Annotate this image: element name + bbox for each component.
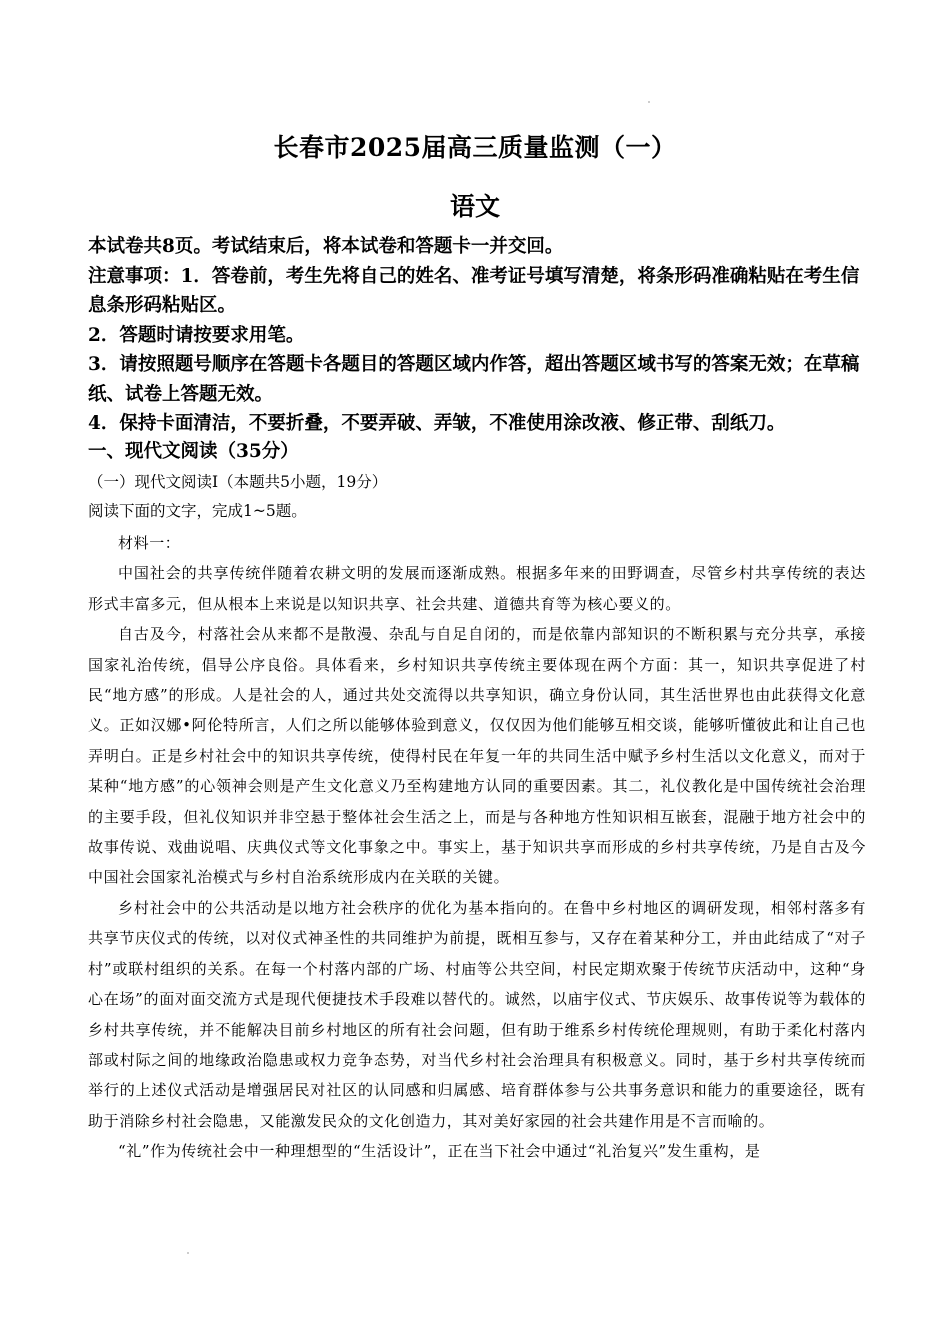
note-item: 3．请按照题号顺序在答题卡各题目的答题区域内作答，超出答题区域书写的答案无效；在草稿纸、试卷上答题无效。 xyxy=(88,354,860,405)
note-item: 4．保持卡面清洁，不要折叠，不要弄破、弄皱，不准使用涂改液、修正带、刮纸刀。 xyxy=(88,413,786,434)
sub-section-heading: （一）现代文阅读Ⅰ（本题共5小题，19分） xyxy=(88,473,388,491)
material-paragraph: 自古及今，村落社会从来都不是散漫、杂乱与自足自闭的，而是依靠内部知识的不断积累与充分共享，承接国家礼治传统，倡导公序良俗。具体看来，乡村知识共享传统主要体现在两个方面：其一，知识共享促进了村民“地方感”的形成。人是社会的人，通过共处交流得以共享知识，确立身份认同，其生活世界也由此获得文化意义。正如汉娜•阿伦特所言，人们之所以能够体验到意义，仅仅因为他们能够互相交谈，能够听懂彼此和让自己也弄明白。正是乡村社会中的知识共享传统，使得村民在年复一年的共同生活中赋予乡村生活以文化意义，而对于某种“地方感”的心领神会则是产生文化意义乃至构建地方认同的重要因素。其二，礼仪教化是中国传统社会治理的主要手段，但礼仪知识并非空悬于整体社会生活之上，而是与各种地方性知识相互嵌套，混融于地方社会中的故事传说、戏曲说唱、庆典仪式等文化事象之中。事实上，基于知识共享而形成的乡村共享传统，乃是自古及今中国社会国家礼治模式与乡村自治系统形成内在关联的关键。 xyxy=(88,625,866,887)
section-heading: 一、现代文阅读（35分） xyxy=(88,441,299,462)
material-text xyxy=(88,528,866,1167)
material-paragraph: “礼”作为传统社会中一种理想型的“生活设计”，正在当下社会中通过“礼治复兴”发生重构，是 xyxy=(118,1142,761,1161)
material-paragraph: 乡村社会中的公共活动是以地方社会秩序的优化为基本指向的。在鲁中乡村地区的调研发现，相邻村落多有共享节庆仪式的传统，以对仪式神圣性的共同维护为前提，既相互参与，又存在着某种分工，并由此结成了“对子村”或联村组织的关系。在每一个村落内部的广场、村庙等公共空间，村民定期欢聚于传统节庆活动中，这种“身心在场”的面对面交流方式是现代便捷技术手段难以替代的。诚然，以庙宇仪式、节庆娱乐、故事传说等为载体的乡村共享传统，并不能解决目前乡村地区的所有社会问题，但有助于维系乡村传统伦理规则，有助于柔化村落内部或村际之间的地缘政治隐患或权力竞争态势，对当代乡村社会治理具有积极意义。同时，基于乡村共享传统而举行的上述仪式活动是增强居民对社区的认同感和归属感、培育群体参与公共事务意识和能力的重要途径，既有助于消除乡村社会隐患，又能激发民众的文化创造力，其对美好家园的社会共建作用是不言而喻的。 xyxy=(88,898,866,1130)
exam-title: 长春市2025届高三质量监测（一） xyxy=(273,133,677,162)
scan-speck xyxy=(648,101,650,103)
exam-notes xyxy=(88,232,868,439)
reading-instruction: 阅读下面的文字，完成1~5题。 xyxy=(88,502,307,520)
note-item: 本试卷共8页。考试结束后，将本试卷和答题卡一并交回。 xyxy=(88,236,564,257)
material-label: 材料一： xyxy=(118,534,181,552)
note-item: 2．答题时请按要求用笔。 xyxy=(88,324,305,346)
subject-title: 语文 xyxy=(449,192,500,221)
note-item: 注意事项：1．答卷前，考生先将自己的姓名、准考证号填写清楚，将条形码准确粘贴在考生信息条形码粘贴区。 xyxy=(88,265,860,316)
material-paragraph: 中国社会的共享传统伴随着农耕文明的发展而逐渐成熟。根据多年来的田野调查，尽管乡村共享传统的表达形式丰富多元，但从根本上来说是以知识共享、社会共建、道德共育等为核心要义的。 xyxy=(88,564,866,613)
scan-speck xyxy=(187,1252,189,1254)
